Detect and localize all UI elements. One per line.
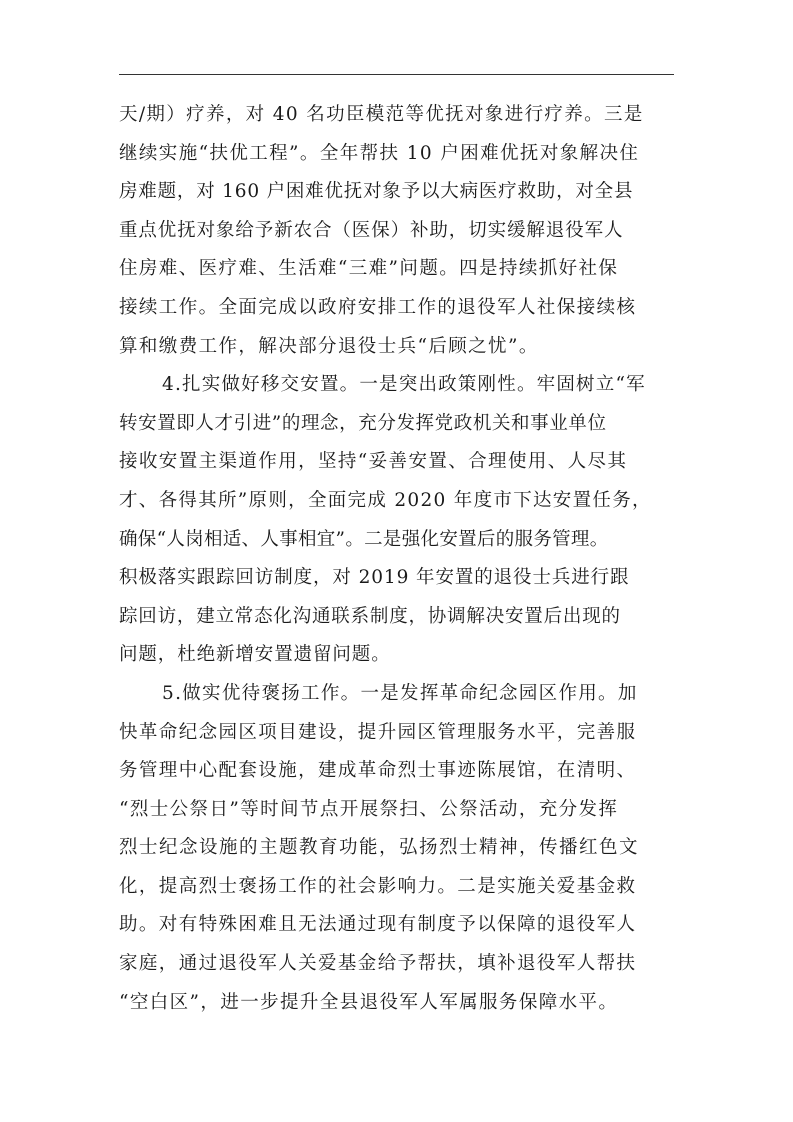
text-line: 转安置即人才引进”的理念，充分发挥党政机关和事业单位 [119,412,607,434]
text-line: 踪回访，建立常态化沟通联系制度，协调解决安置后出现的 [119,605,621,627]
text-line: 住房难、医疗难、生活难“三难”问题。四是持续抓好社保 [119,258,619,280]
header-divider [119,74,674,75]
text-line: 才、各得其所”原则，全面完成 2020 年度市下达安置任务， [119,489,652,511]
text-line: 烈士纪念设施的主题教育功能，弘扬烈士精神，传播红色文 [119,837,640,859]
text-line: 家庭，通过退役军人关爱基金给予帮扶，填补退役军人帮扶 [119,953,637,975]
text-line: 积极落实跟踪回访制度，对 2019 年安置的退役士兵进行跟 [119,567,630,589]
paragraph-heading-5: 5.做实优待褒扬工作。一是发挥革命纪念园区作用。加 [162,682,638,704]
body-text [119,96,679,1022]
text-line: 房难题，对 160 户困难优抚对象予以大病医疗救助，对全县 [119,181,634,203]
text-line: 化，提高烈士褒扬工作的社会影响力。二是实施关爱基金救 [119,875,637,897]
text-line: 天/期）疗养，对 40 名功臣模范等优抚对象进行疗养。三是 [119,104,644,125]
text-line: 务管理中心配套设施，建成革命烈士事迹陈展馆，在清明、 [119,760,637,782]
text-line: 算和缴费工作，解决部分退役士兵“后顾之忧”。 [119,335,539,357]
paragraph-heading-4: 4.扎实做好移交安置。一是突出政策刚性。牢固树立“军 [162,374,646,396]
text-line: 重点优抚对象给予新农合（医保）补助，切实缓解退役军人 [119,219,624,241]
text-line: “烈士公祭日”等时间节点开展祭扫、公祭活动，充分发挥 [119,798,619,820]
text-line: 接续工作。全面完成以政府安排工作的退役军人社保接续核 [119,296,637,318]
text-line: 问题，杜绝新增安置遗留问题。 [119,644,391,666]
text-line: 接收安置主渠道作用，坚持“妥善安置、合理使用、人尽其 [119,451,628,473]
text-line: 助。对有特殊困难且无法通过现有制度予以保障的退役军人 [119,914,637,936]
text-line: 快革命纪念园区项目建设，提升园区管理服务水平，完善服 [119,721,637,743]
text-line: 确保“人岗相适、人事相宜”。二是强化安置后的服务管理。 [119,528,609,550]
text-line: 继续实施“扶优工程”。全年帮扶 10 户困难优抚对象解决住 [119,142,640,164]
text-line: “空白区”，进一步提升全县退役军人军属服务保障水平。 [119,991,619,1013]
